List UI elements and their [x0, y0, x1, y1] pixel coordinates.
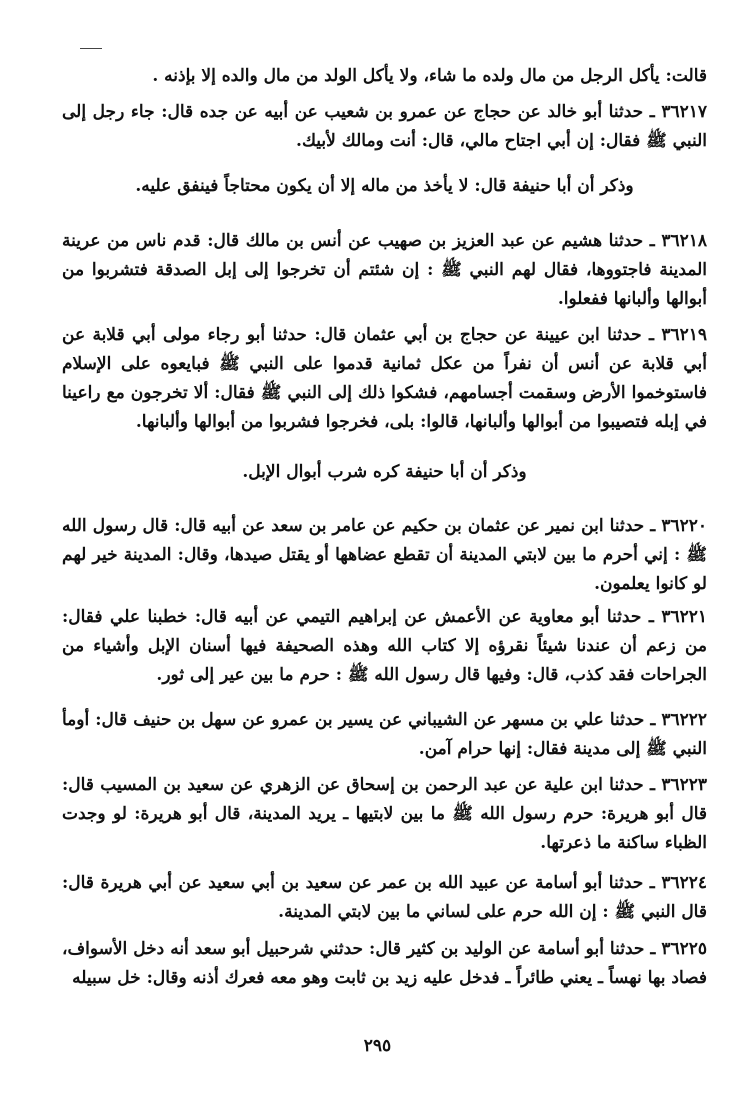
paragraph-intro: قالت: يأكل الرجل من مال ولده ما شاء، ولا يأكل الولد من مال والده إلا بإذنه . — [152, 66, 707, 86]
hadith-36222: ٣٦٢٢٢ ـ حدثنا علي بن مسهر عن الشيباني عن يسير بن عمرو عن سهل بن حنيف قال: أومأ النبي ﷺ إلى مدينة فقال: إنها حرام آمن. — [62, 710, 707, 759]
hadith-36223: ٣٦٢٢٣ ـ حدثنا ابن علية عن عبد الرحمن بن إسحاق عن الزهري عن سعيد بن المسيب قال: قال أبو هريرة: حرم رسول الله ﷺ ما بين لابتيها ـ يريد المدينة، قال أبو هريرة: لو وجدت الظباء ساكنة ما ذعرتها. — [62, 775, 707, 853]
hadith-36217: ٣٦٢١٧ ـ حدثنا أبو خالد عن حجاج عن عمرو بن شعيب عن أبيه عن جده قال: جاء رجل إلى النبي ﷺ فقال: إن أبي اجتاح مالي، قال: أنت ومالك لأبيك. — [62, 102, 707, 151]
hadith-36221: ٣٦٢٢١ ـ حدثنا أبو معاوية عن الأعمش عن إبراهيم التيمي عن أبيه قال: خطبنا علي فقال: من زعم أن عندنا شيئاً نقرؤه إلا كتاب الله وهذه الصحيفة فيها أسنان الإبل وأشياء من الجراحات فقد كذب، قال: وفيها قال رسول الله ﷺ : حرم ما بين عير إلى ثور. — [62, 607, 707, 685]
note-abu-hanifa-1: وذكر أن أبا حنيفة قال: لا يأخذ من ماله إلا أن يكون محتاجاً فينفق عليه. — [135, 176, 634, 196]
hadith-36218: ٣٦٢١٨ ـ حدثنا هشيم عن عبد العزيز بن صهيب عن أنس بن مالك قال: قدم ناس من عرينة المدينة فاجتووها، فقال لهم النبي ﷺ : إن شئتم أن تخرجوا إلى إبل الصدقة فتشربوا من أبوالها وألبانها ففعلوا. — [62, 231, 707, 309]
page-number: ٢٩٥ — [363, 1036, 392, 1056]
corner-mark — [80, 48, 102, 49]
hadith-36219: ٣٦٢١٩ ـ حدثنا ابن عيينة عن حجاج بن أبي عثمان قال: حدثنا أبو رجاء مولى أبي قلابة عن أبي قلابة عن أنس أن نفراً من عكل ثمانية قدموا على النبي ﷺ فبايعوه على الإسلام فاستوخموا الأرض وسقمت أجسامهم، فشكوا ذلك إلى النبي ﷺ فقال: ألا تخرجون مع راعينا في إبله فتصيبوا من أبوالها وألبانها، قالوا: بلى، فخرجوا فشربوا من أبوالها وألبانها. — [62, 325, 707, 432]
hadith-36224: ٣٦٢٢٤ ـ حدثنا أبو أسامة عن عبيد الله بن عمر عن سعيد بن أبي سعيد عن أبي هريرة قال: قال النبي ﷺ : إن الله حرم على لساني ما بين لابتي المدينة. — [62, 873, 707, 922]
hadith-36225: ٣٦٢٢٥ ـ حدثنا أبو أسامة عن الوليد بن كثير قال: حدثني شرحبيل أبو سعد أنه دخل الأسواف، فصاد بها نهساً ـ يعني طائراً ـ فدخل عليه زيد بن ثابت وهو معه فعرك أذنه وقال: خل سبيله — [62, 939, 707, 988]
hadith-36220: ٣٦٢٢٠ ـ حدثنا ابن نمير عن عثمان بن حكيم عن عامر بن سعد عن أبيه قال: قال رسول الله ﷺ : إني أحرم ما بين لابتي المدينة أن تقطع عضاهها أو يقتل صيدها، وقال: المدينة خير لهم لو كانوا يعلمون. — [62, 516, 707, 594]
note-abu-hanifa-2: وذكر أن أبا حنيفة كره شرب أبوال الإبل. — [242, 462, 527, 482]
